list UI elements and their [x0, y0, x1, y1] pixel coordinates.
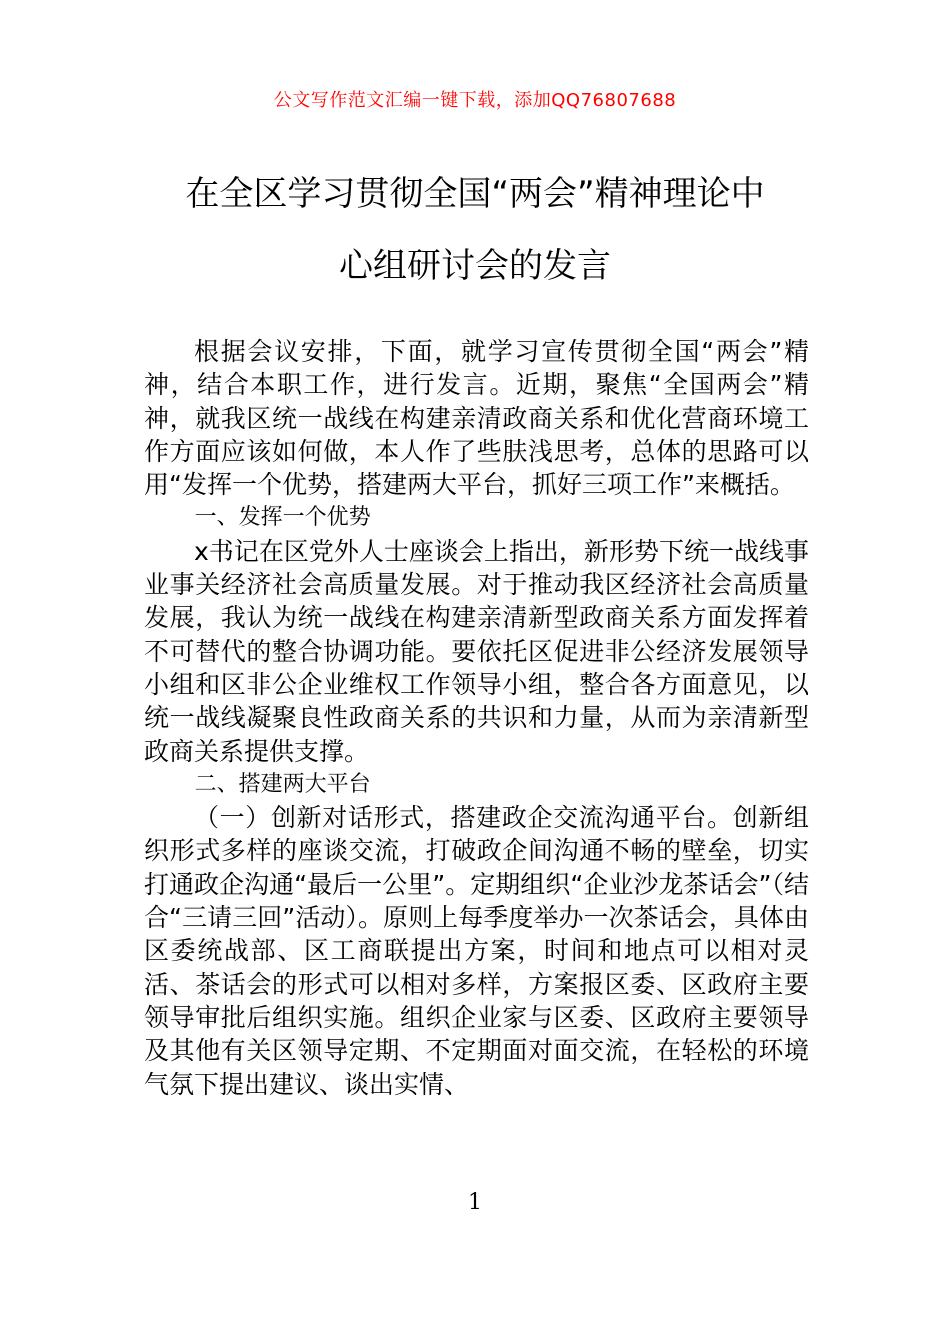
header-note: 公文写作范文汇编一键下载，添加QQ76807688: [273, 90, 677, 111]
paragraph-section-2-1: （一）创新对话形式，搭建政企交流沟通平台。创新组织形式多样的座谈交流，打破政企间沟通不畅的壁垒，切实打通政企沟通“最后一公里”。定期组织“企业沙龙茶话会”（结合“三请三回”活动）。原则上每季度举办一次茶话会，具体由区委统战部、区工商联提出方案，时间和地点可以相对灵活、茶话会的形式可以相对多样，方案报区委、区政府主要领导审批后组织实施。组织企业家与区委、区政府主要领导及其他有关区领导定期、不定期面对面交流，在轻松的环境气氛下提出建议、谈出实情、: [144, 803, 809, 1099]
section-heading-2: 二、搭建两大平台: [194, 771, 371, 797]
section-heading-1: 一、发挥一个优势: [194, 505, 371, 531]
document-body: [144, 335, 809, 1101]
page-number: 1: [468, 1190, 482, 1215]
paragraph-section-1: x书记在区党外人士座谈会上指出，新形势下统一战线事业事关经济社会高质量发展。对于推动我区经济社会高质量发展，我认为统一战线在构建亲清新型政商关系方面发挥着不可替代的整合协调功能。要依托区促进非公经济发展领导小组和区非公企业维权工作领导小组，整合各方面意见，以统一战线凝聚良性政商关系的共识和力量，从而为亲清新型政商关系提供支撑。: [144, 536, 809, 766]
page-title-line-1: 在全区学习贯彻全国“两会”精神理论中: [185, 174, 765, 214]
page-title-line-2: 心组研讨会的发言: [339, 246, 611, 286]
paragraph-intro: 根据会议安排，下面，就学习宣传贯彻全国“两会”精神，结合本职工作，进行发言。近期，聚焦“全国两会”精神，就我区统一战线在构建亲清政商关系和优化营商环境工作方面应该如何做，本人作了些肤浅思考，总体的思路可以用“发挥一个优势，搭建两大平台，抓好三项工作”来概括。: [144, 337, 809, 500]
